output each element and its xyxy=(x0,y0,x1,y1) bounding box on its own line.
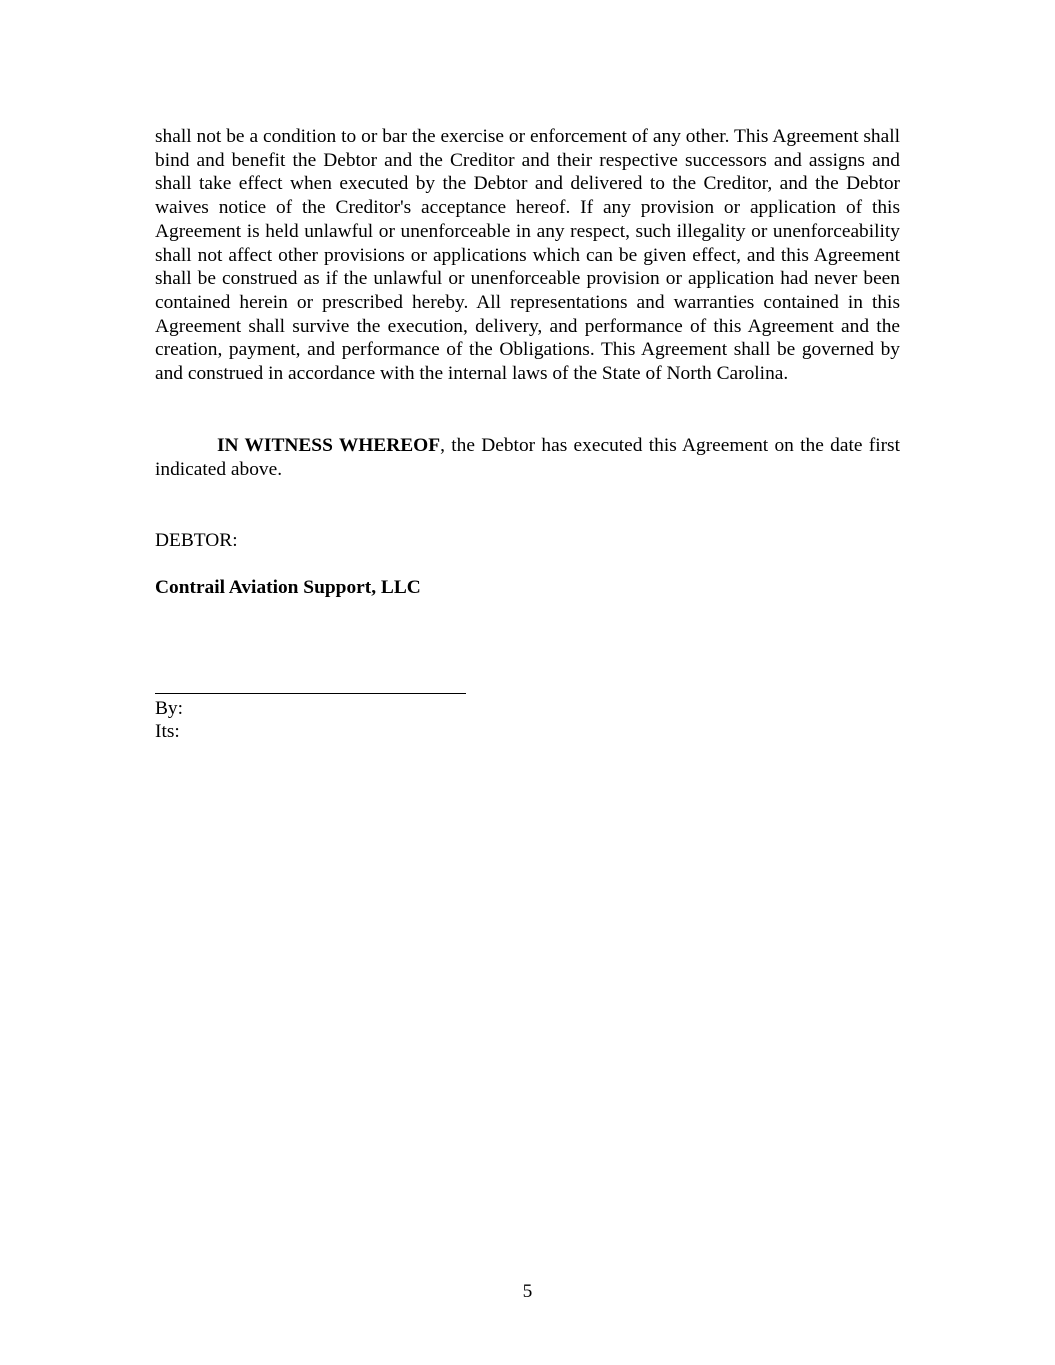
page-number: 5 xyxy=(522,1281,533,1302)
witness-rest: , the Debtor has executed this Agreement on the date first indicated above. xyxy=(155,435,900,480)
witness-paragraph xyxy=(155,434,900,481)
its-label: Its: xyxy=(155,721,180,742)
signature-line xyxy=(155,693,466,694)
body-paragraph: shall not be a condition to or bar the exercise or enforcement of any other. This Agreement shall bind and benefit the Debtor and the Creditor and their respective successors and assigns and shall take effect when executed by the Debtor and delivered to the Creditor, and the Debtor waives notice of the Creditor's acceptance hereof. If any provision or application of this Agreement is held unlawful or unenforceable in any respect, such illegality or unenforceability shall not affect other provisions or applications which can be given effect, and this Agreement shall be construed as if the unlawful or unenforceable provision or application had never been contained herein or prescribed hereby. All representations and warranties contained in this Agreement shall survive the execution, delivery, and performance of this Agreement and the creation, payment, and performance of the Obligations. This Agreement shall be governed by and construed in accordance with the internal laws of the State of North Carolina. xyxy=(155,126,900,385)
company-name: Contrail Aviation Support, LLC xyxy=(155,577,421,598)
by-label: By: xyxy=(155,698,184,719)
witness-lead: IN WITNESS WHEREOF xyxy=(217,435,441,456)
debtor-label: DEBTOR: xyxy=(155,530,238,551)
